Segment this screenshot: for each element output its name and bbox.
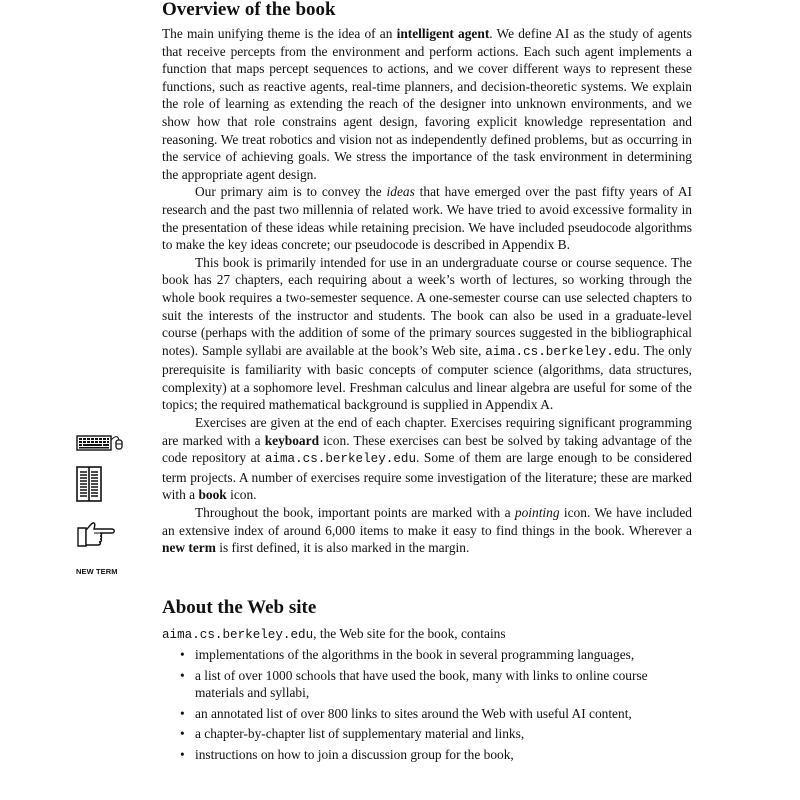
list-item: • an annotated list of over 800 links to sites around the Web with useful AI content, (180, 705, 632, 721)
section-heading-overview: Overview of the book (162, 0, 336, 20)
paragraph-exercises: Exercises are given at the end of each chapter. Exercises requiring significant programming are marked with a keyboard icon. These exercises can best be solved by taking advantage of the code repository at aima.cs.berkeley.edu. Some of them are large enough to be considered term projects. A number of exercises require some investigation of the literature; these are marked with a book icon. (162, 415, 692, 503)
code-repository-url: aima.cs.berkeley.edu (264, 452, 417, 467)
bullet-2: • (180, 705, 185, 721)
section-heading-web-site: About the Web site (162, 597, 317, 618)
paragraph-intelligent-agent: The main unifying theme is the idea of an intelligent agent. We define AI as the study of agents that receive percepts from the environment and perform actions. Each such agent implements a function that maps percept sequences to actions, and we cover different ways to represent these functions, such as reactive agents, real-time planners, and decision-theoretic systems. We explain the role of learning as extending the reach of the designer into unknown environments, and we show how that role constrains agent design, favoring explicit knowledge representation and reasoning. We treat robotics and vision not as independently defined problems, but as occurring in the service of achieving goals. We stress the importance of the task environment in determining the appropriate agent design. (162, 26, 692, 182)
book-icon (76, 466, 102, 507)
overview-body (162, 25, 692, 557)
bullet-0: • (180, 647, 185, 662)
list-item: • a list of over 1000 schools that have used the book, many with links to online course materials and syllabi, (180, 667, 648, 701)
paragraph-pointing-icon: Throughout the book, important points are marked with a pointing icon. We have included an extensive index of around 6,000 items to make it easy to find things in the book. Wherever a new term is first defined, it is also marked in the margin. (162, 505, 692, 556)
web-site-contents-list (162, 646, 692, 767)
web-site-intro: aima.cs.berkeley.edu, the Web site for the book, contains (162, 626, 506, 642)
paragraph-primary-aim: Our primary aim is to convey the ideas that have emerged over the past fifty years of AI research and the past two millennia of related work. We have tried to avoid excessive formality in the presentation of these ideas while retaining precision. We have included pseudocode algorithms to make the key ideas concrete; our pseudocode is described in Appendix B. (162, 184, 692, 253)
bullet-3: • (180, 726, 185, 742)
list-item: • instructions on how to join a discussion group for the book, (180, 746, 514, 762)
list-item: • implementations of the algorithms in the book in several programming languages, (180, 647, 635, 662)
web-site-url: aima.cs.berkeley.edu (162, 628, 314, 642)
pointing-hand-icon (76, 518, 116, 555)
paragraph-course-usage: This book is primarily intended for use in an undergraduate course or course sequence. The book has 27 chapters, each requiring about a week’s worth of lectures, so working through the whole book requires a two-semester sequence. A one-semester course can use selected chapters to suit the interests of the instructor and students. The book can also be used in a graduate-level course (perhaps with the addition of some of the primary sources suggested in the bibliographical notes). Sample syllabi are available at the book’s Web site, aima.cs.berkeley.edu. The only prerequisite is familiarity with basic concepts of computer science (algorithms, data structures, complexity) at a sophomore level. Freshman calculus and linear algebra are useful for some of the topics; the required mathematical background is supplied in Appendix A. (162, 254, 692, 413)
list-item: • a chapter-by-chapter list of supplementary material and links, (180, 726, 525, 742)
bullet-4: • (180, 746, 185, 762)
new-term-margin-label: NEW TERM (76, 567, 118, 576)
website-url: aima.cs.berkeley.edu (485, 344, 637, 359)
bullet-1: • (180, 667, 185, 683)
keyboard-icon (76, 432, 124, 459)
